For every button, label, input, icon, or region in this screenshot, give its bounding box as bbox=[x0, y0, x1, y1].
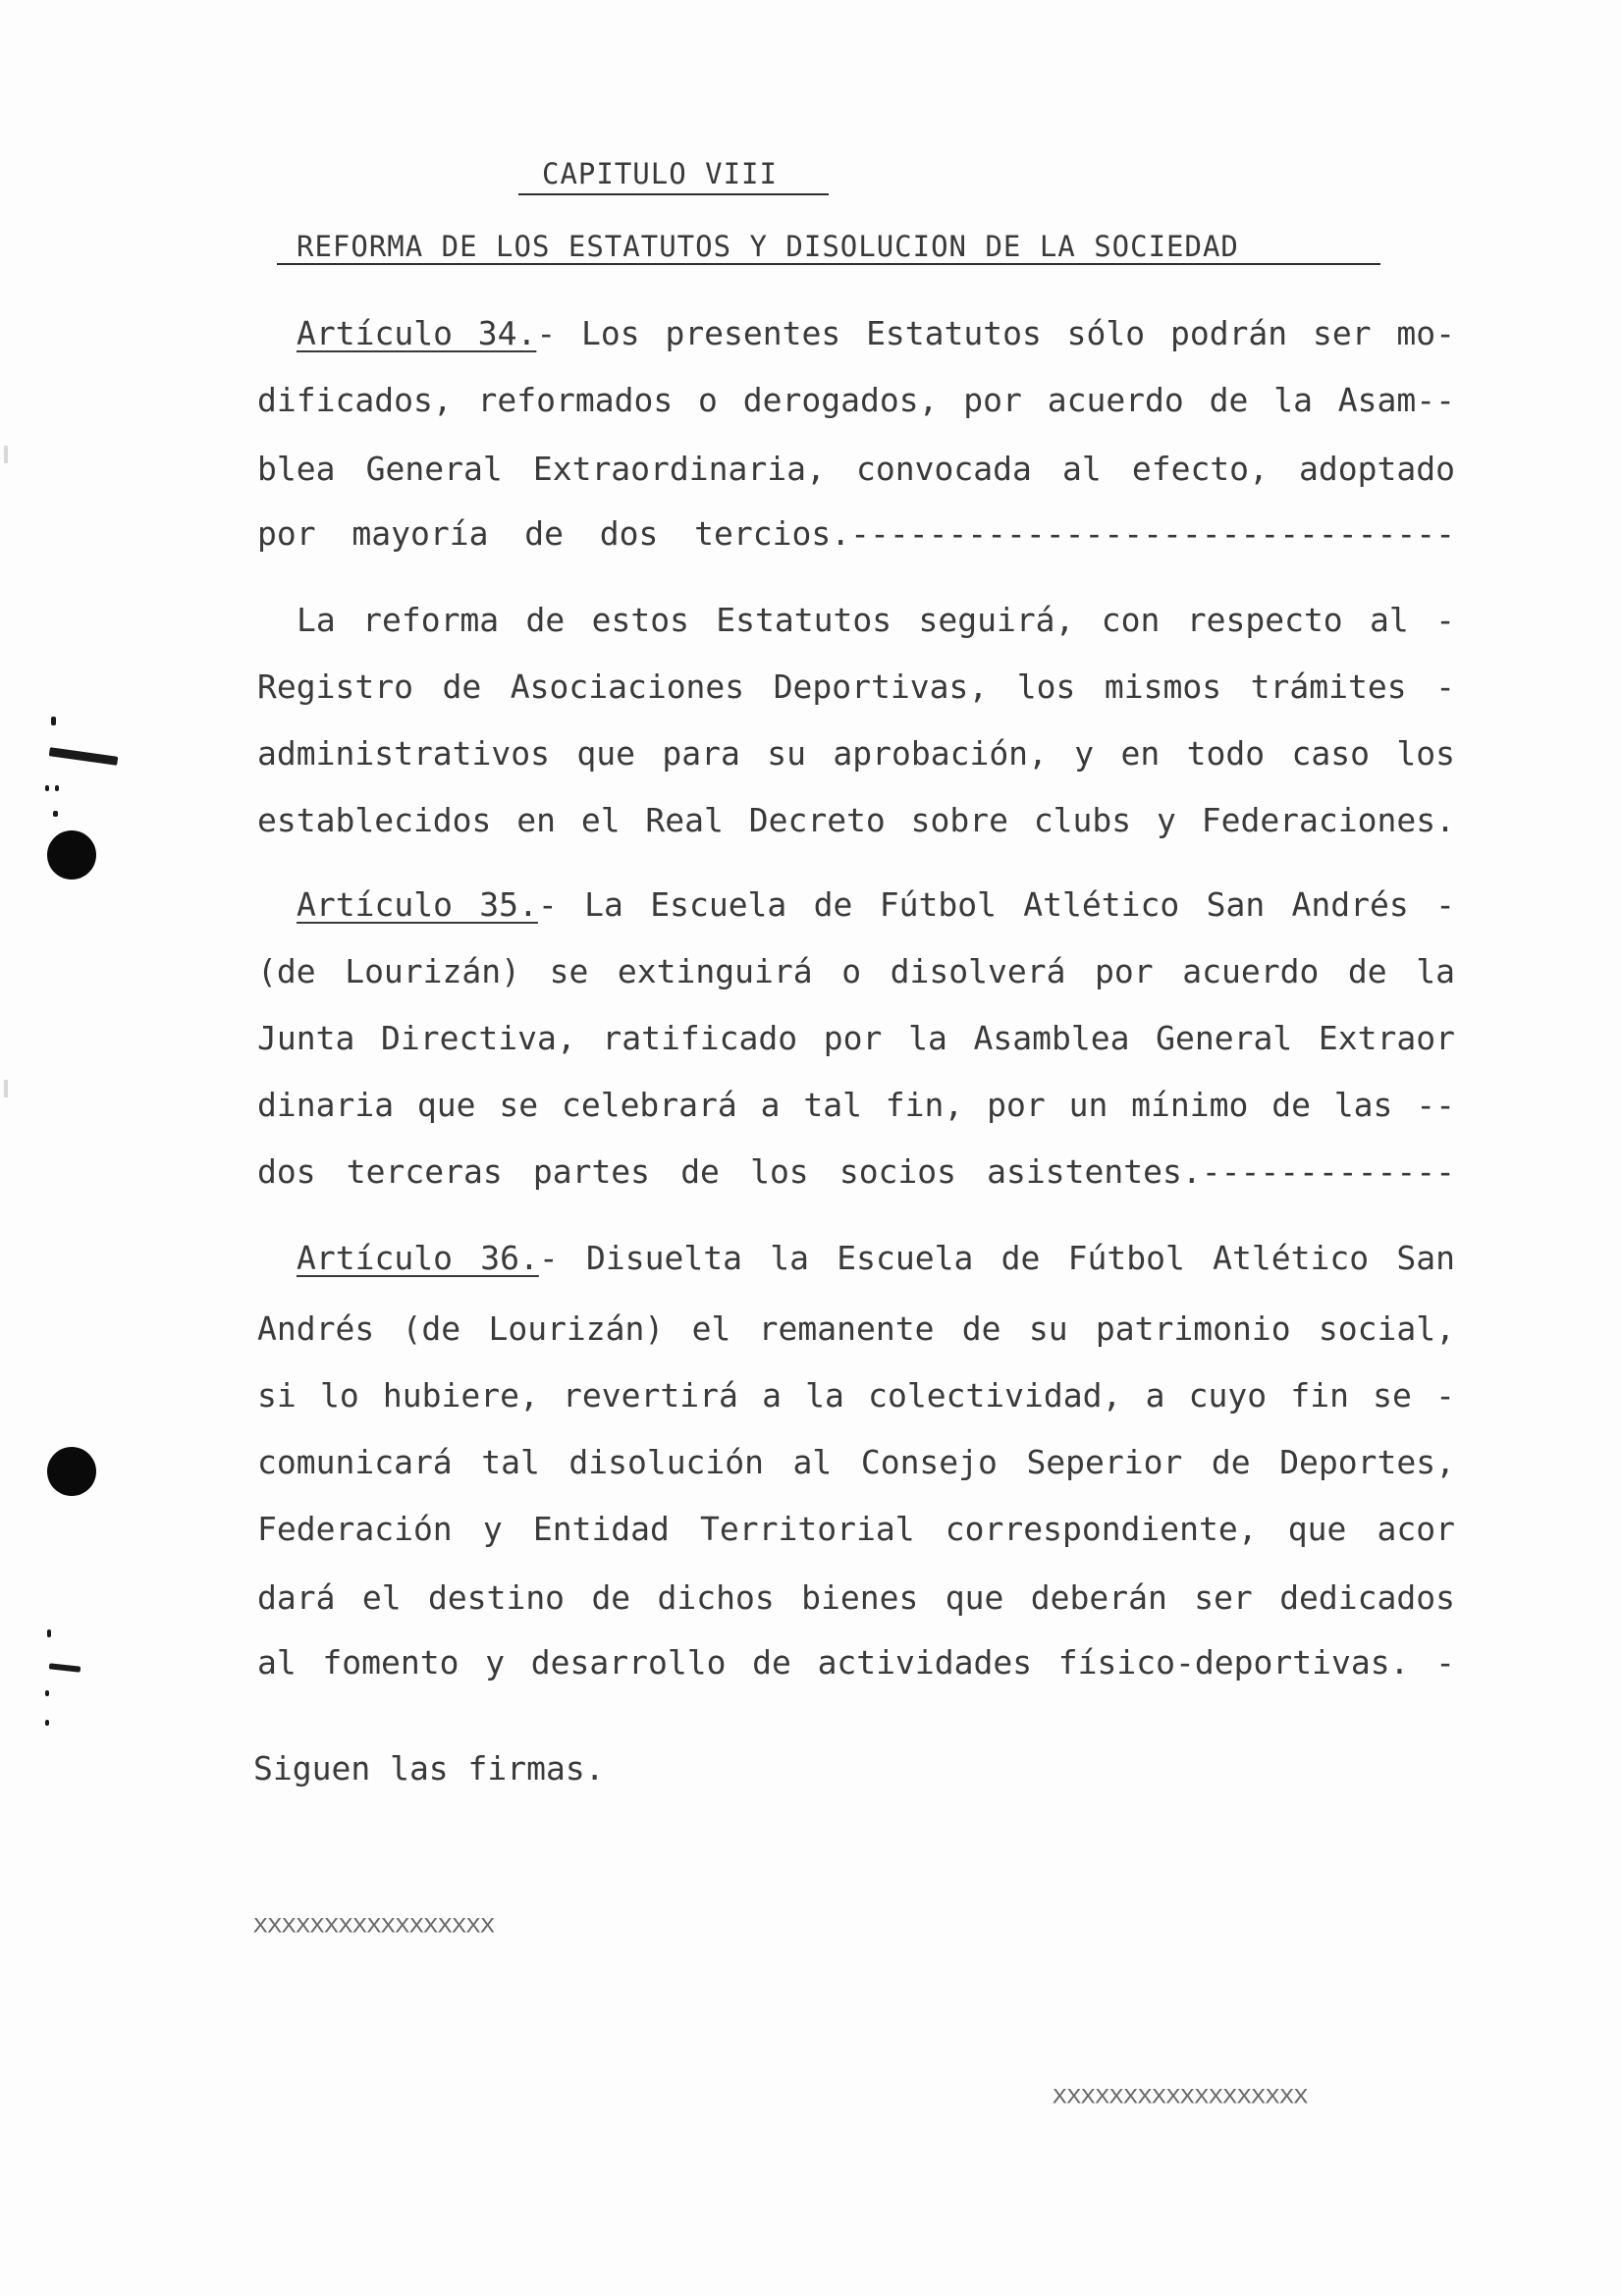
text-line: Registro de Asociaciones Deportivas, los mismos trámites - bbox=[257, 667, 1455, 706]
chapter-title-underline bbox=[277, 263, 1380, 265]
margin-speck bbox=[49, 1663, 81, 1672]
chapter-title: REFORMA DE LOS ESTATUTOS Y DISOLUCION DE LA SOCIEDAD bbox=[297, 230, 1239, 263]
article-36-line: Artículo 36.- Disuelta la Escuela de Fútbol Atlético San bbox=[297, 1239, 1455, 1277]
text-line: (de Lourizán) se extinguirá o disolverá por acuerdo de la bbox=[257, 952, 1455, 990]
text-line: administrativos que para su aprobación, y en todo caso los bbox=[257, 734, 1455, 773]
margin-speck bbox=[47, 1629, 51, 1637]
text-line: Federación y Entidad Territorial correspondiente, que acor bbox=[257, 1510, 1455, 1548]
text-line: establecidos en el Real Decreto sobre clubs y Federaciones. bbox=[257, 801, 1455, 839]
text-line: blea General Extraordinaria, convocada al efecto, adoptado bbox=[257, 450, 1455, 488]
article-36-heading: Artículo 36. bbox=[297, 1239, 539, 1277]
text-line: dará el destino de dichos bienes que deberán ser dedicados bbox=[257, 1578, 1455, 1617]
margin-speck bbox=[45, 1690, 49, 1696]
margin-speck bbox=[45, 1720, 49, 1726]
margin-speck bbox=[53, 811, 58, 817]
article-34-heading: Artículo 34. bbox=[297, 314, 537, 352]
article-35-heading: Artículo 35. bbox=[297, 885, 538, 924]
text-line: comunicará tal disolución al Consejo Seperior de Deportes, bbox=[257, 1443, 1455, 1481]
text-line: al fomento y desarrollo de actividades físico-deportivas. - bbox=[257, 1643, 1455, 1682]
text-line: dos terceras partes de los socios asistentes.------------- bbox=[257, 1152, 1455, 1191]
margin-speck bbox=[55, 785, 59, 791]
text-line: Junta Directiva, ratificado por la Asamblea General Extraor bbox=[257, 1019, 1455, 1057]
margin-speck bbox=[45, 785, 49, 791]
margin-speck bbox=[49, 747, 119, 766]
punch-hole-bottom bbox=[47, 1447, 96, 1496]
margin-mark bbox=[4, 446, 8, 463]
article-35-line: Artículo 35.- La Escuela de Fútbol Atlético San Andrés - bbox=[297, 885, 1455, 924]
closing-line: Siguen las firmas. bbox=[253, 1749, 605, 1788]
struck-signature-right: XXXXXXXXXXXXXXXXXX bbox=[1053, 2085, 1309, 2109]
text-line: dificados, reformados o derogados, por acuerdo de la Asam-- bbox=[257, 381, 1455, 419]
struck-signature-left: XXXXXXXXXXXXXXXXX bbox=[253, 1914, 495, 1938]
text-line: La reforma de estos Estatutos seguirá, con respecto al - bbox=[297, 601, 1455, 639]
chapter-number: CAPITULO VIII bbox=[542, 157, 778, 190]
text-line: dinaria que se celebrará a tal fin, por un mínimo de las -- bbox=[257, 1086, 1455, 1124]
text-line: si lo hubiere, revertirá a la colectividad, a cuyo fin se - bbox=[257, 1376, 1455, 1415]
text-line: por mayoría de dos tercios.------------------------------- bbox=[257, 514, 1455, 553]
punch-hole-top bbox=[47, 830, 96, 880]
text-line: Andrés (de Lourizán) el remanente de su patrimonio social, bbox=[257, 1309, 1455, 1348]
article-34-line: Artículo 34.- Los presentes Estatutos sólo podrán ser mo- bbox=[297, 314, 1455, 352]
margin-speck bbox=[51, 717, 56, 725]
margin-mark bbox=[4, 1080, 8, 1097]
chapter-number-underline bbox=[518, 193, 829, 195]
